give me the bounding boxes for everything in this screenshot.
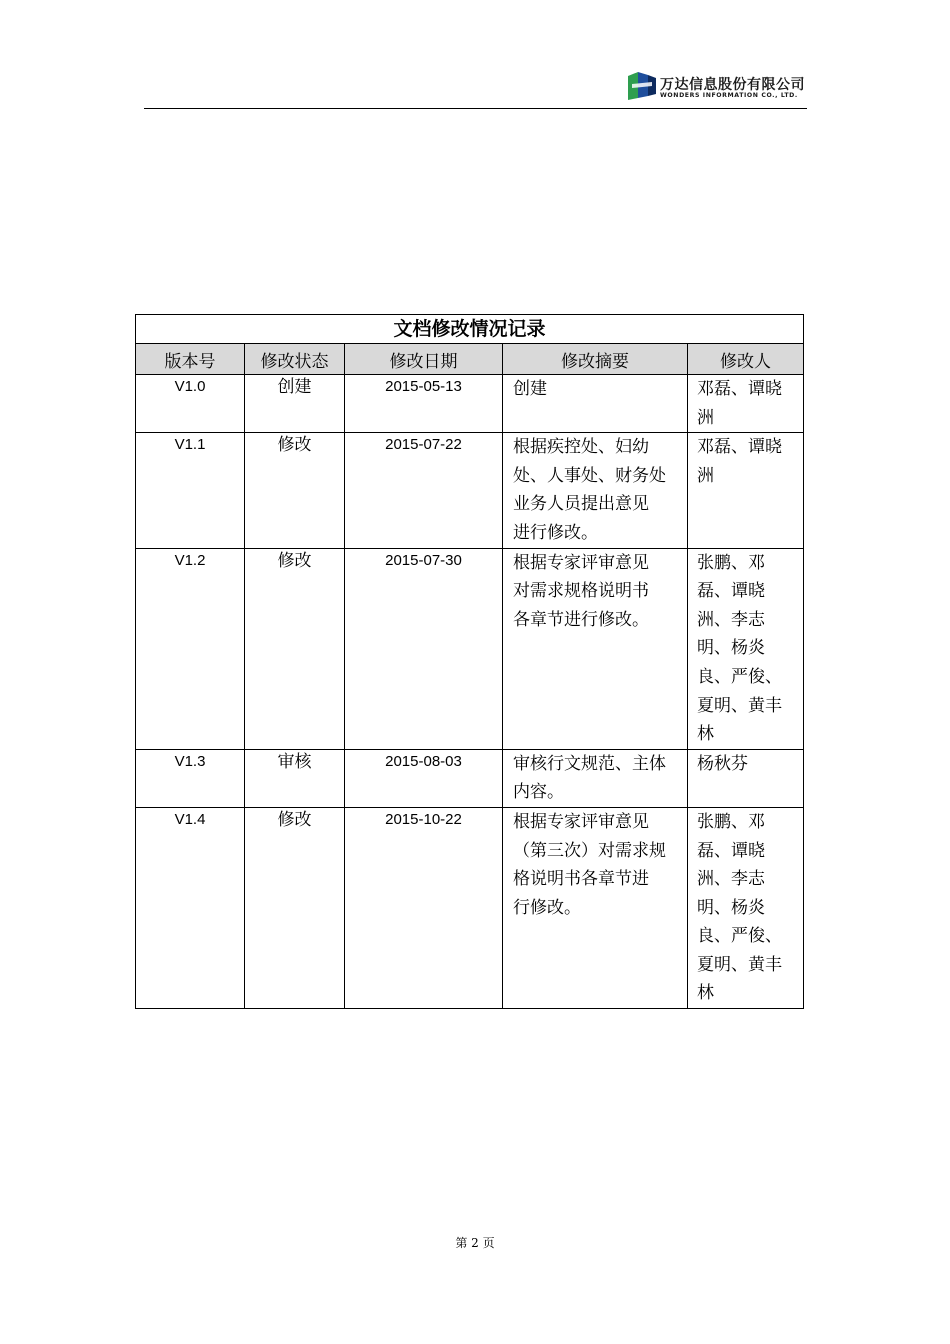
column-header-date: 修改日期 <box>345 344 503 375</box>
revision-history-table <box>135 314 804 1009</box>
version-cell: V1.0 <box>136 375 245 433</box>
summary-line: 根据专家评审意见 <box>513 552 649 573</box>
summary-line: 业务人员提出意见 <box>513 494 649 515</box>
company-name-en: WONDERS INFORMATION CO., LTD. <box>660 92 798 99</box>
author-cell <box>688 433 804 548</box>
author-line: 明、杨炎 <box>697 638 765 659</box>
author-line: 邓磊、谭晓 <box>697 437 782 458</box>
version-cell: V1.3 <box>136 749 245 807</box>
author-cell <box>688 749 804 807</box>
summary-line: 创建 <box>513 379 547 399</box>
author-line: 良、严俊、 <box>697 926 782 947</box>
summary-line: 内容。 <box>513 782 564 803</box>
summary-cell <box>503 548 688 749</box>
summary-line: 根据疾控处、妇幼 <box>513 437 649 458</box>
table-title-row <box>136 315 804 344</box>
column-header-summary: 修改摘要 <box>503 344 688 375</box>
author-line: 洲、李志 <box>697 609 765 630</box>
company-logo <box>626 70 806 104</box>
author-line: 杨秋芬 <box>697 753 748 774</box>
author-line: 张鹏、邓 <box>697 811 765 832</box>
author-line: 洲、李志 <box>697 869 765 890</box>
table-header-row <box>136 344 804 375</box>
table-row <box>136 548 804 749</box>
summary-line: 处、人事处、财务处 <box>513 465 666 486</box>
author-line: 磊、谭晓 <box>697 840 765 861</box>
author-cell <box>688 807 804 1008</box>
author-line: 明、杨炎 <box>697 897 765 918</box>
status-cell: 创建 <box>245 375 345 433</box>
date-cell: 2015-08-03 <box>345 749 503 807</box>
summary-line: 行修改。 <box>513 897 581 918</box>
table-row <box>136 749 804 807</box>
summary-line: （第三次）对需求规 <box>513 840 666 861</box>
author-cell <box>688 375 804 433</box>
table-row <box>136 433 804 548</box>
summary-line: 审核行文规范、主体 <box>513 753 666 774</box>
table-row <box>136 375 804 433</box>
column-header-version: 版本号 <box>136 344 245 375</box>
table-row <box>136 807 804 1008</box>
version-cell: V1.2 <box>136 548 245 749</box>
header-divider <box>144 108 807 109</box>
status-cell: 审核 <box>245 749 345 807</box>
summary-cell <box>503 749 688 807</box>
status-cell: 修改 <box>245 807 345 1008</box>
date-cell: 2015-10-22 <box>345 807 503 1008</box>
author-line: 洲 <box>697 407 714 428</box>
summary-line: 根据专家评审意见 <box>513 811 649 832</box>
date-cell: 2015-07-22 <box>345 433 503 548</box>
status-cell: 修改 <box>245 433 345 548</box>
table-title: 文档修改情况记录 <box>136 315 804 344</box>
author-line: 磊、谭晓 <box>697 581 765 602</box>
version-cell: V1.1 <box>136 433 245 548</box>
summary-line: 对需求规格说明书 <box>513 581 649 602</box>
company-logo-icon <box>626 70 658 102</box>
author-line: 张鹏、邓 <box>697 552 765 573</box>
summary-cell <box>503 433 688 548</box>
author-cell <box>688 548 804 749</box>
summary-cell <box>503 807 688 1008</box>
author-line: 良、严俊、 <box>697 666 782 687</box>
author-line: 林 <box>697 724 714 745</box>
author-line: 林 <box>697 983 714 1004</box>
author-line: 洲 <box>697 465 714 486</box>
summary-line: 各章节进行修改。 <box>513 609 649 630</box>
status-cell: 修改 <box>245 548 345 749</box>
date-cell: 2015-05-13 <box>345 375 503 433</box>
author-line: 夏明、黄丰 <box>697 954 782 975</box>
version-cell: V1.4 <box>136 807 245 1008</box>
company-name-cn: 万达信息股份有限公司 <box>660 77 805 93</box>
date-cell: 2015-07-30 <box>345 548 503 749</box>
column-header-author: 修改人 <box>688 344 804 375</box>
page-number: 第 2 页 <box>455 1236 495 1250</box>
column-header-status: 修改状态 <box>245 344 345 375</box>
summary-cell <box>503 375 688 433</box>
summary-line: 进行修改。 <box>513 522 598 543</box>
summary-line: 格说明书各章节进 <box>513 869 649 890</box>
author-line: 邓磊、谭晓 <box>697 379 782 399</box>
author-line: 夏明、黄丰 <box>697 695 782 716</box>
